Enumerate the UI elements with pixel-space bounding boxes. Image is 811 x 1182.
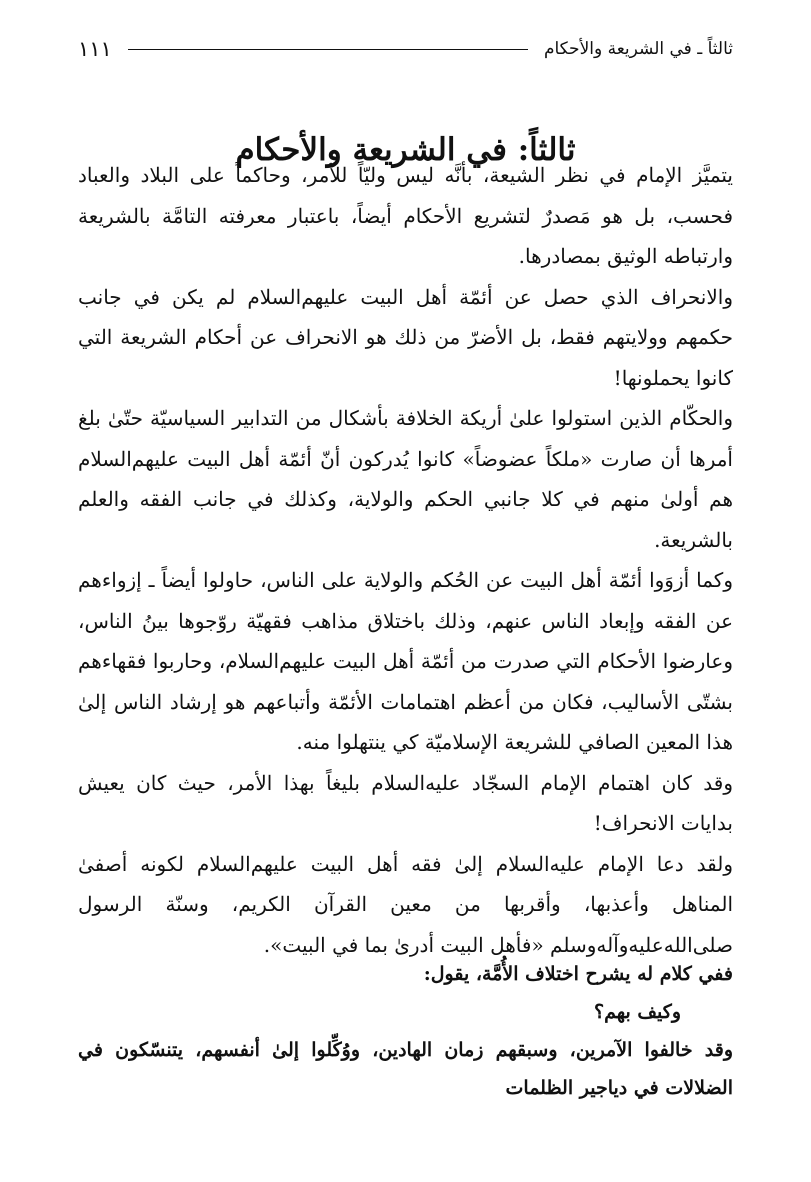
running-title: ثالثاً ـ في الشريعة والأحكام [543, 39, 733, 59]
paragraph: وقد كان اهتمام الإمام السجّاد عليه‌السلام بليغاً بهذا الأمر، حيث كان يعيش بدايات الانحراف! [78, 770, 733, 835]
excerpt-intro: ففي كلام له يشرح اختلاف الأُمَّة، يقول: [423, 963, 733, 985]
running-header [78, 34, 733, 64]
paragraph: والحكّام الذين استولوا علىٰ أريكة الخلافة بأشكال من التدابير السياسيّة حتّىٰ بلغ أمرها أن صارت «ملكاً عضوضاً» كانوا يُدركون أنّ أئمّة أهل البيت عليهم‌السلام هم أولىٰ منهم في كلا جانبي الحكم والولاية، وكذلك في جانب الفقه والعلم بالشريعة. [78, 406, 733, 552]
excerpt-question: وكيف بهم؟ [593, 1001, 681, 1023]
paragraph: والانحراف الذي حصل عن أئمّة أهل البيت عليهم‌السلام لم يكن في جانب حكمهم وولايتهم فقط، بل الأضرّ من ذلك هو الانحراف عن أحكام الشريعة التي كانوا يحملونها! [78, 284, 733, 390]
body-text [78, 155, 733, 965]
paragraph: وكما أزوَوا أئمّة أهل البيت عن الحُكم والولاية على الناس، حاولوا أيضاً ـ إزواءهم عن الفقه وإبعاد الناس عنهم، وذلك باختلاق مذاهب فقهيّة روّجوها بينُ الناس، وعارضوا الأحكام التي صدرت من أئمّة أهل البيت عليهم‌السلام، وحاربوا فقهاءهم بشتّى الأساليب، فكان من أعظم اهتمامات الأئمّة وأتباعهم هو إرشاد الناس إلىٰ هذا المعين الصافي للشريعة الإسلاميّة كي ينتهلوا منه. [78, 568, 733, 754]
page-number: ١١١ [78, 37, 112, 61]
paragraph: ولقد دعا الإمام عليه‌السلام إلىٰ فقه أهل البيت عليهم‌السلام لكونه أصفىٰ المناهل وأعذبها، وأقربها من معين القرآن الكريم، وسنّة الرسول صلى‌الله‌عليه‌وآله‌وسلم «فأهل البيت أدرىٰ بما في البيت». [78, 851, 733, 957]
excerpt-quote: وقد خالفوا الآمرين، وسبقهم زمان الهادين، ووُكِّلوا إلىٰ أنفسهم، يتنسّكون في الضلالات في دياجير الظلمات [78, 1039, 733, 1099]
paragraph: يتميَّز الإمام في نظر الشيعة، بأنَّه ليس وليّاً للأمر، وحاكماً على البلاد والعباد فحسب، بل هو مَصدرٌ لتشريع الأحكام أيضاً، باعتبار معرفته التامَّة بالشريعة وارتباطه الوثيق بمصادرها. [78, 163, 733, 268]
section-title: ثالثاً: في الشريعة والأحكام [235, 131, 576, 168]
header-rule [128, 49, 528, 50]
quoted-excerpt [78, 955, 733, 1107]
